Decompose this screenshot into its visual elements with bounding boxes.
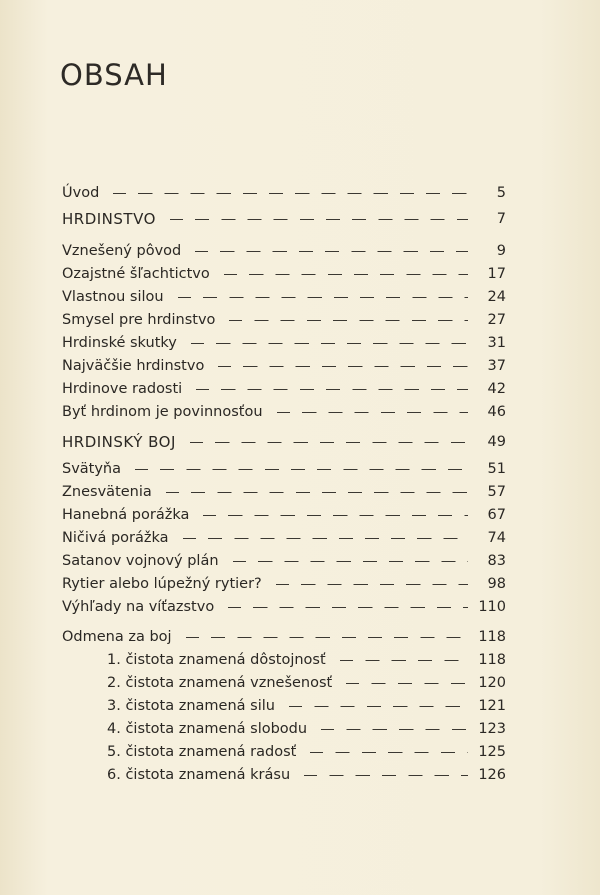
toc-entry-title: 5. čistota znamená radosť — [107, 744, 297, 760]
toc-entry-page: 49 — [487, 434, 506, 450]
toc-entry — [0, 504, 600, 526]
toc-entry — [0, 764, 600, 786]
toc-entry-page: 121 — [478, 698, 506, 714]
toc-entry — [0, 208, 600, 230]
toc-leader-dashes — [276, 584, 468, 585]
toc-leader-dashes — [229, 320, 468, 321]
toc-leader-dashes — [113, 193, 468, 194]
toc-entry-title: Svätyňa — [62, 461, 122, 477]
toc-entry-page: 74 — [487, 530, 506, 546]
toc-entry-title: 1. čistota znamená dôstojnosť — [107, 652, 326, 668]
toc-entry-page: 125 — [478, 744, 506, 760]
toc-entry — [0, 263, 600, 285]
toc-entry-title: Vznešený pôvod — [62, 243, 182, 259]
toc-entry-page: 9 — [496, 243, 506, 259]
toc-leader-dashes — [135, 469, 468, 470]
toc-entry-title: Výhľady na víťazstvo — [62, 599, 215, 615]
toc-entry — [0, 431, 600, 453]
toc-entry — [0, 596, 600, 618]
toc-entry — [0, 649, 600, 671]
toc-leader-dashes — [340, 660, 468, 661]
toc-entry — [0, 378, 600, 400]
toc-entry-title: Hrdinove radosti — [62, 381, 183, 397]
toc-leader-dashes — [304, 775, 468, 776]
toc-entry-page: 118 — [478, 629, 506, 645]
toc-entry-title: Hrdinské skutky — [62, 335, 177, 351]
toc-entry-page: 24 — [487, 289, 506, 305]
toc-entry — [0, 626, 600, 648]
toc-leader-dashes — [190, 442, 468, 443]
toc-entry-page: 57 — [487, 484, 506, 500]
toc-entry — [0, 458, 600, 480]
toc-entry — [0, 182, 600, 204]
toc-leader-dashes — [166, 492, 468, 493]
toc-entry-page: 7 — [496, 211, 506, 227]
toc-entry — [0, 695, 600, 717]
toc-leader-dashes — [218, 366, 468, 367]
toc-entry-title: Znesvätenia — [62, 484, 152, 500]
toc-entry-page: 67 — [487, 507, 506, 523]
toc-entry — [0, 718, 600, 740]
toc-entry-page: 27 — [487, 312, 506, 328]
toc-entry-page: 110 — [478, 599, 506, 615]
toc-entry-page: 46 — [487, 404, 506, 420]
toc-entry — [0, 550, 600, 572]
toc-leader-dashes — [277, 412, 468, 413]
toc-leader-dashes — [178, 297, 468, 298]
toc-leader-dashes — [196, 389, 468, 390]
toc-entry-page: 126 — [478, 767, 506, 783]
toc-entry — [0, 741, 600, 763]
toc-entry-title: Ničivá porážka — [62, 530, 169, 546]
toc-leader-dashes — [224, 274, 468, 275]
toc-entry-title: 3. čistota znamená silu — [107, 698, 275, 714]
toc-entry-title: Rytier alebo lúpežný rytier? — [62, 576, 262, 592]
toc-leader-dashes — [203, 515, 468, 516]
toc-entry — [0, 286, 600, 308]
toc-entry-title: Byť hrdinom je povinnosťou — [62, 404, 263, 420]
toc-entry — [0, 573, 600, 595]
toc-entry-page: 120 — [478, 675, 506, 691]
toc-entry-title: Odmena za boj — [62, 629, 172, 645]
toc-entry — [0, 527, 600, 549]
toc-entry — [0, 332, 600, 354]
toc-entry-title: Vlastnou silou — [62, 289, 164, 305]
toc-leader-dashes — [310, 752, 468, 753]
toc-leader-dashes — [346, 683, 468, 684]
toc-entry-page: 31 — [487, 335, 506, 351]
toc-entry-title: Smysel pre hrdinstvo — [62, 312, 216, 328]
toc-entry-page: 98 — [487, 576, 506, 592]
toc-leader-dashes — [170, 219, 468, 220]
toc-leader-dashes — [186, 637, 468, 638]
toc-leader-dashes — [233, 561, 468, 562]
toc-entry-page: 42 — [487, 381, 506, 397]
toc-entry-page: 17 — [487, 266, 506, 282]
toc-entry — [0, 401, 600, 423]
toc-leader-dashes — [183, 538, 468, 539]
toc-leader-dashes — [195, 251, 468, 252]
toc-entry-page: 83 — [487, 553, 506, 569]
toc-entry-title: HRDINSKÝ BOJ — [62, 433, 176, 451]
toc-leader-dashes — [228, 607, 468, 608]
toc-entry-title: Úvod — [62, 185, 100, 201]
page-title: OBSAH — [60, 58, 168, 92]
toc-entry-title: Satanov vojnový plán — [62, 553, 219, 569]
toc-entry — [0, 355, 600, 377]
toc-entry-page: 51 — [487, 461, 506, 477]
toc-entry-page: 118 — [478, 652, 506, 668]
toc-entry-title: 6. čistota znamená krásu — [107, 767, 291, 783]
toc-entry-title: Najväčšie hrdinstvo — [62, 358, 205, 374]
toc-entry — [0, 240, 600, 262]
toc-entry-page: 37 — [487, 358, 506, 374]
toc-entry-title: 4. čistota znamená slobodu — [107, 721, 308, 737]
toc-entry-title: Hanebná porážka — [62, 507, 190, 523]
toc-entry-title: 2. čistota znamená vznešenosť — [107, 675, 333, 691]
toc-entry-title: HRDINSTVO — [62, 210, 156, 228]
toc-leader-dashes — [191, 343, 468, 344]
toc-entry-page: 5 — [496, 185, 506, 201]
toc-entry — [0, 672, 600, 694]
toc-entry-page: 123 — [478, 721, 506, 737]
toc-leader-dashes — [321, 729, 468, 730]
toc-entry — [0, 481, 600, 503]
toc-leader-dashes — [289, 706, 468, 707]
toc-entry — [0, 309, 600, 331]
toc-entry-title: Ozajstné šľachtictvo — [62, 266, 210, 282]
